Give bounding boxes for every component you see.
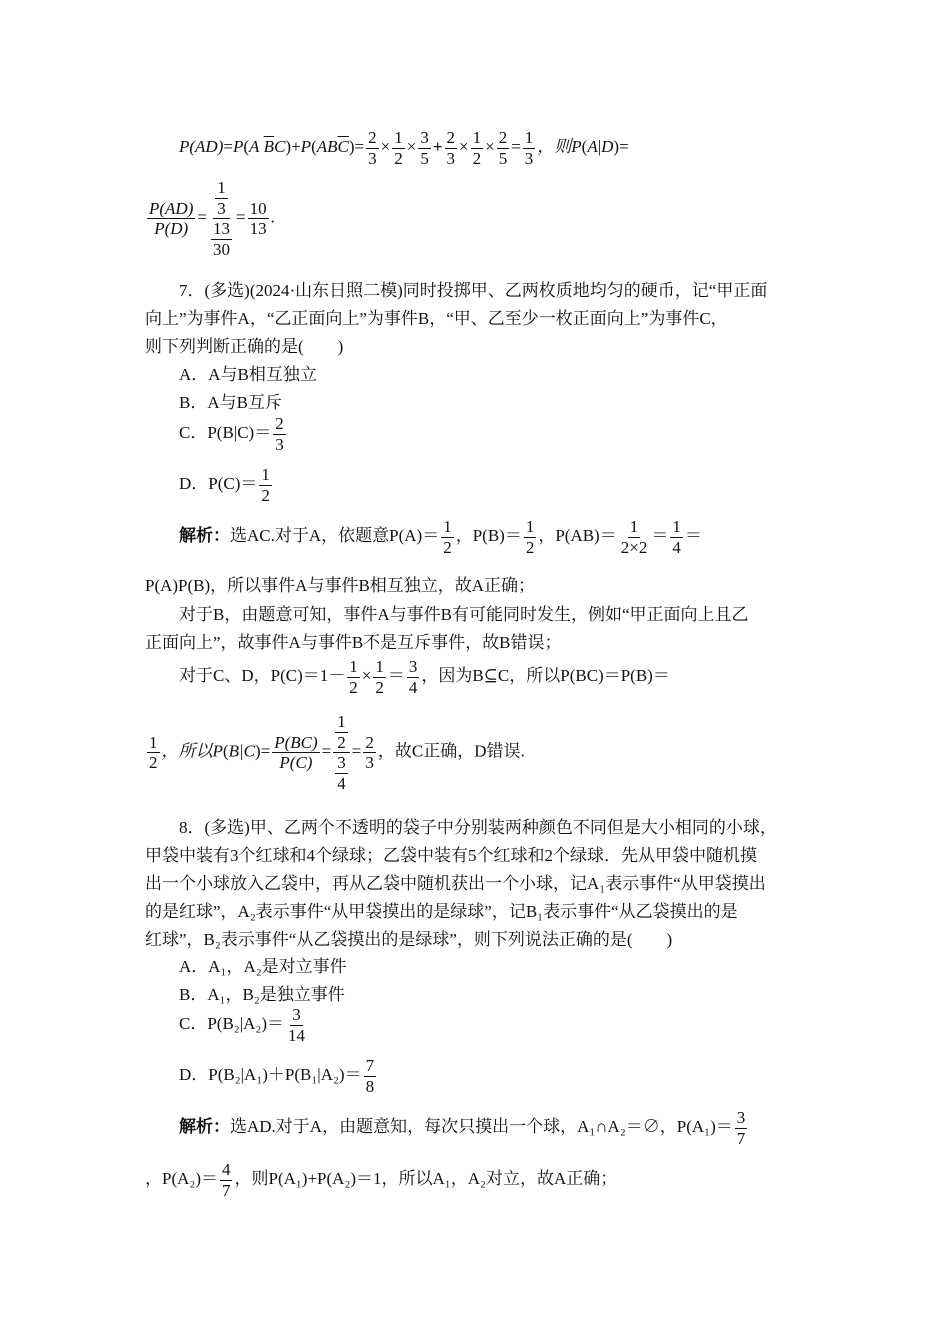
solution-text: 对于C、D，P(C)＝1－ [179,665,346,685]
equals-sign: = [619,136,629,156]
fraction [147,199,195,239]
plus-sign: + [432,136,443,156]
fraction-denominator: 2 [375,677,384,697]
q8-stem-line-4: 的是红球”，A₂表示事件“从甲袋摸出的是绿球”，记B₁表示事件“从乙袋摸出的是 [145,902,738,921]
solution-text: ，所以P [161,741,223,761]
formula-text: ，则 [537,136,572,156]
fraction [259,465,272,505]
solution-text: ＝ [684,525,702,545]
fraction-numerator: 2 [275,414,284,433]
fraction-numerator: 13 [212,219,230,239]
formula-text: P(AD) [179,136,224,156]
fraction [735,1108,748,1148]
fraction-denominator: 3 [368,148,377,168]
solution-label: 解析： [179,1116,230,1136]
fraction [211,219,232,259]
fraction-numerator: 1 [524,128,534,147]
fraction [471,128,484,168]
solution-text: 选AC.对于A，依题意P(A)＝ [230,525,440,545]
solution-label: 解析： [179,525,230,545]
formula-text: $\overline{C}$ [337,136,349,156]
equals-sign: = [351,741,362,761]
fraction-denominator: 5 [420,148,429,168]
fraction-denominator: 3 [446,148,455,168]
solution-text: 选AD.对于A，由题意知，每次只摸出一个球，A₁∩A₂＝∅，P(A₁)＝ [230,1116,733,1136]
fraction-denominator: 2 [349,677,358,697]
fraction-numerator: 3 [420,128,429,147]
compound-fraction [333,712,350,793]
fraction-denominator: 13 [249,219,267,239]
fraction [418,128,431,168]
times-sign: × [406,136,417,156]
fraction-numerator: 2 [365,732,374,752]
fraction [441,517,454,557]
equals-sign: = [354,136,365,156]
fraction-denominator: 3 [275,434,284,454]
fraction-numerator: 3 [337,753,346,773]
formula-text: P [300,136,312,156]
fraction [445,128,458,168]
fraction-numerator: 2 [368,128,377,147]
fraction-numerator: 1 [349,657,358,676]
fraction-numerator: 1 [629,517,639,536]
q8-stem-line-3: 出一个小球放入乙袋中，再从乙袋中随机获出一个小球，记A₁表示事件“从甲袋摸出 [145,874,766,893]
option-text: C．P(B₂|A₂)＝ [179,1013,284,1033]
fraction-denominator: 2 [337,732,346,752]
equals-sign: = [197,207,207,227]
fraction-denominator: 2 [443,537,452,557]
fraction-denominator: 5 [498,148,508,168]
solution-text: ，P(A₂)＝ [145,1168,218,1188]
fraction-numerator: 1 [261,465,270,484]
solution-text: ，则P(A₁)+P(A₂)＝1，所以A₁，A₂对立，故A正确； [234,1168,618,1188]
option-text: C．P(B|C)＝ [179,422,272,442]
fraction-numerator: 1 [375,657,384,676]
fraction-denominator: 30 [212,239,230,259]
fraction [335,712,348,752]
fraction [497,128,510,168]
q7-stem-line-3: 则下列判断正确的是( ) [145,337,344,356]
fraction-denominator: 7 [736,1128,746,1148]
fraction-numerator: 1 [337,712,346,731]
fraction-numerator: 1 [472,128,482,147]
fraction [286,1005,307,1045]
times-sign: × [361,665,372,685]
q7-solution-line-5 [179,657,670,697]
fraction-denominator: 3 [524,148,534,168]
fraction-denominator: 2 [394,148,403,168]
q7-option-c [179,414,288,454]
times-sign: × [485,136,495,156]
fraction [273,414,286,454]
fraction-numerator: 1 [149,732,158,752]
equals-sign: = [260,741,271,761]
q7-stem-line-2: 向上”为事件A，“乙正面向上”为事件B，“甲、乙至少一枚正面向上”为事件C， [145,309,728,328]
fraction-denominator: 2 [525,537,535,557]
equals-sign: = [321,741,332,761]
q8-option-a: A．A₁，A₂是对立事件 [179,957,347,976]
fraction [347,657,360,697]
q7-solution-line-2: P(A)P(B)，所以事件A与事件B相互独立，故A正确； [145,576,536,595]
fraction [407,657,420,697]
fraction [392,128,405,168]
fraction-denominator: 14 [288,1025,305,1045]
fraction [523,128,536,168]
fraction-numerator: 3 [736,1108,746,1127]
fraction [373,657,386,697]
fraction-numerator: 7 [365,1056,375,1075]
q8-option-c [179,1005,309,1045]
fraction-denominator: P(D) [154,219,189,239]
times-sign: × [459,136,469,156]
fraction-numerator: 3 [292,1005,301,1024]
q8-option-d [179,1056,378,1096]
fraction-numerator: 1 [525,517,535,536]
solution-text: ，因为B⊆C，所以P(BC)＝P(B)＝ [421,665,670,685]
fraction-denominator: 4 [672,537,681,557]
q8-solution-line-2 [145,1160,617,1200]
fraction-denominator: 2 [261,485,270,505]
fraction [363,733,376,773]
fraction-denominator: 3 [365,753,374,773]
fraction-denominator: 4 [408,677,418,697]
q7-solution-line-4: 正面向上”，故事件A与事件B不是互斥事件，故B错误； [145,633,562,652]
solution-text: ＝ [651,525,669,545]
fraction [248,199,269,239]
compound-fraction [209,178,234,259]
fraction [272,733,319,773]
fraction-numerator: 3 [408,657,418,676]
q8-option-b: B．A₁，B₂是独立事件 [179,985,345,1004]
fraction-numerator: 10 [249,198,267,218]
equals-sign: = [511,136,521,156]
q7-solution-line-6: $\frac{1}{2}$ ，所以P(B|C)= $\frac{P(BC)}{P(C)}$ = $\frac{\frac{1}{2}}{\frac{3}{4}}$ = $\frac{2}{3}$ ，故C正确，D错误. [149,712,525,793]
fraction [220,1160,233,1200]
solution-text: ＝ [387,665,405,685]
fraction-numerator: 4 [221,1160,231,1179]
fraction [619,517,650,557]
fraction-numerator: 1 [394,128,403,147]
fraction-numerator: 1 [217,178,226,197]
fraction [147,733,160,773]
formula-text: P [571,136,582,156]
fraction [670,517,683,557]
period: . [270,207,275,227]
fraction-denominator: 8 [365,1076,375,1096]
formula-text: C [274,136,286,156]
fraction-denominator: 4 [337,773,346,793]
fraction-numerator: 2 [446,128,455,147]
q7-stem-line-1: 7．(多选)(2024·山东日照二模)同时投掷甲、乙两枚质地均匀的硬币，记“甲正面 [179,281,768,300]
equals-sign: = [235,207,246,227]
fraction-denominator: 2 [149,753,158,773]
plus-sign: + [291,136,301,156]
q7-solution-line-1 [179,517,702,557]
q7-option-d [179,465,274,505]
fraction-numerator: 1 [443,517,452,536]
fraction [366,128,379,168]
fraction [215,178,228,218]
fraction [364,1056,377,1096]
fraction-denominator: 2 [472,148,482,168]
q7-solution-line-3: 对于B，由题意可知，事件A与事件B有可能同时发生，例如“甲正面向上且乙 [179,605,749,624]
fraction [524,517,537,557]
formula-text: $\overline{B}$ [263,136,275,156]
q7-option-a: A．A与B相互独立 [179,365,317,384]
fraction-numerator: 1 [672,517,681,536]
solution-text: ，P(B)＝ [455,525,522,545]
formula-line-conditional [145,178,275,259]
formula-text: A [249,136,260,156]
q8-stem-line-5: 红球”，B₂表示事件“从乙袋摸出的是绿球”，则下列说法正确的是( ) [145,930,673,949]
fraction-denominator: 7 [221,1180,231,1200]
equals-sign: = [223,136,233,156]
fraction-denominator: 3 [217,198,226,218]
fraction-denominator: 2×2 [620,537,648,557]
formula-line-p-ad: P(AD)=P(A $\overline{B}C)+P(AB\overline{C})=$ $\frac{2}{3}$ × $\frac{1}{2}$ × $\frac{3}{5}$ + $\frac{2}{3}$ × $\frac{1}{2}$ × $\frac{2}{5}$ = $\frac{1}{3}$ ，则P(A|D)= [179,128,629,168]
option-text: D．P(C)＝ [179,473,258,493]
option-text: D．P(B₂|A₁)＋P(B₁|A₂)＝ [179,1064,362,1084]
q7-option-b: B．A与B互斥 [179,393,282,412]
times-sign: × [380,136,391,156]
fraction [335,753,348,793]
fraction-denominator: P(C) [279,753,313,773]
q8-solution-line-1 [179,1108,749,1148]
solution-text: ，P(AB)＝ [538,525,617,545]
q8-stem-line-2: 甲袋中装有3个红球和4个绿球；乙袋中装有5个红球和2个绿球．先从甲袋中随机摸 [145,846,757,865]
formula-text: AB [316,136,338,156]
formula-text: A [587,136,598,156]
q8-stem-line-1: 8．(多选)甲、乙两个不透明的袋子中分别装两种颜色不同但是大小相同的小球， [179,818,777,837]
formula-text: B|C [228,741,255,761]
formula-text: D [601,136,614,156]
fraction-numerator: P(AD) [149,198,194,218]
solution-text: ，故C正确，D错误. [377,741,525,761]
formula-text: P [232,136,244,156]
fraction-numerator: P(BC) [274,732,318,752]
fraction-numerator: 2 [498,128,508,147]
